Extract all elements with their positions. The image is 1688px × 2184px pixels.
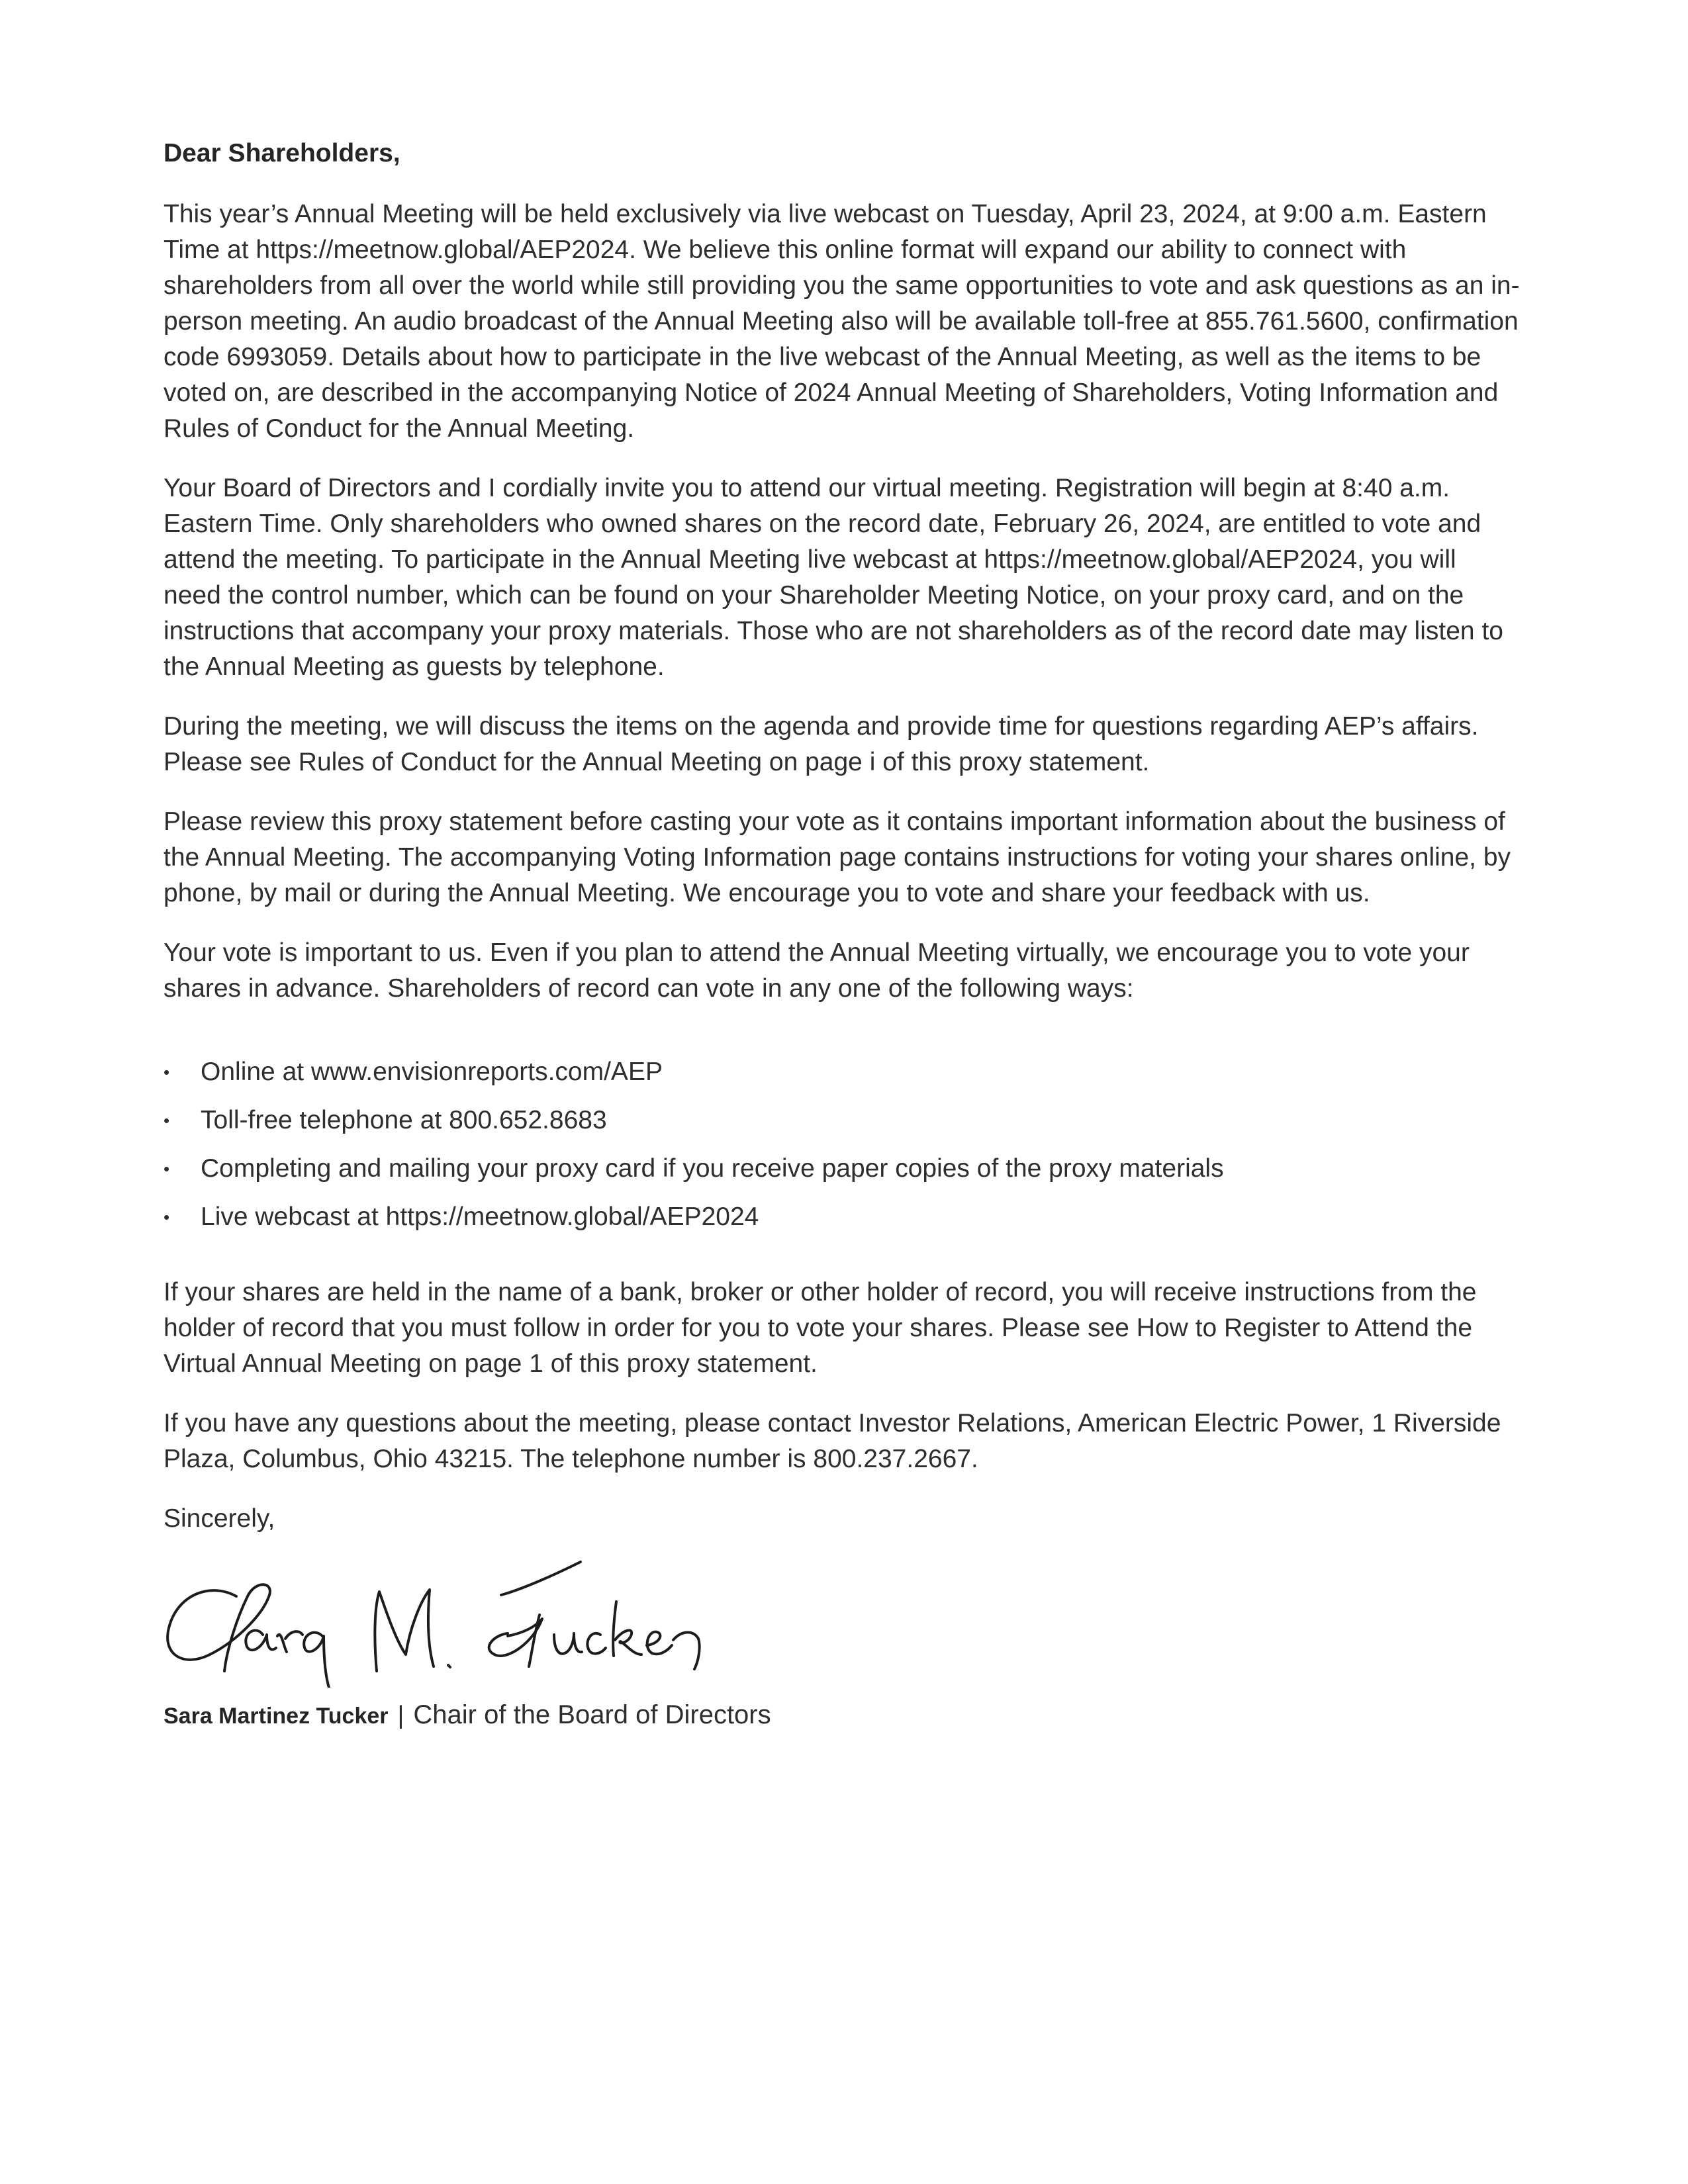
bullet-icon: • <box>164 1111 170 1130</box>
handwritten-signature <box>164 1555 706 1688</box>
signer-name: Sara Martinez Tucker <box>164 1704 389 1729</box>
voting-methods-list <box>164 1054 1521 1235</box>
salutation: Dear Shareholders, <box>164 139 400 167</box>
shareholder-letter <box>164 136 1521 1734</box>
paragraph-bank-broker: If your shares are held in the name of a bank, broker or other holder of record, you will receive instructions from the holder of record that you must follow in order for you to vote your shares. Please see How to Register to Attend the Virtual Annual Meeting on page 1 of this proxy statement. <box>164 1278 1477 1378</box>
closing: Sincerely, <box>164 1504 275 1533</box>
bullet-icon: • <box>164 1159 170 1179</box>
voting-method-webcast: Live webcast at https://meetnow.global/AEP2024 <box>201 1203 759 1231</box>
paragraph-review: Please review this proxy statement before casting your vote as it contains important information about the business of the Annual Meeting. The accompanying Voting Information page contains instructions for voting your shares online, by phone, by mail or during the Annual Meeting. We encourage you to vote and share your feedback with us. <box>164 807 1511 907</box>
paragraph-meeting-details: This year’s Annual Meeting will be held exclusively via live webcast on Tuesday, April 23, 2024, at 9:00 a.m. Eastern Time at https://meetnow.global/AEP2024. We believe this online format will expand our ability to connect with shareholders from all over the world while still providing you the same opportunities to vote and ask questions as an in-person meeting. An audio broadcast of the Annual Meeting also will be available toll-free at 855.761.5600, confirmation code 6993059. Details about how to participate in the live webcast of the Annual Meeting, as well as the items to be voted on, are described in the accompanying Notice of 2024 Annual Meeting of Shareholders, Voting Information and Rules of Conduct for the Annual Meeting. <box>164 200 1520 443</box>
caption-separator: | <box>397 1702 404 1729</box>
signer-title: Chair of the Board of Directors <box>413 1700 771 1729</box>
bullet-icon: • <box>164 1207 170 1227</box>
paragraph-vote-importance: Your vote is important to us. Even if you plan to attend the Annual Meeting virtually, we encourage you to vote your shares in advance. Shareholders of record can vote in any one of the following ways: <box>164 938 1470 1003</box>
paragraph-contact: If you have any questions about the meeting, please contact Investor Relations, American Electric Power, 1 Riverside Plaza, Columbus, Ohio 43215. The telephone number is 800.237.2667. <box>164 1409 1501 1473</box>
list-item <box>164 1103 1521 1138</box>
voting-method-online: Online at www.envisionreports.com/AEP <box>201 1058 663 1086</box>
signer-caption <box>164 1697 1521 1734</box>
voting-method-mail: Completing and mailing your proxy card if you receive paper copies of the proxy materials <box>201 1154 1224 1183</box>
list-item <box>164 1151 1521 1187</box>
paragraph-invitation: Your Board of Directors and I cordially invite you to attend our virtual meeting. Registration will begin at 8:40 a.m. Eastern Time. Only shareholders who owned shares on the record date, February 26, 2024, are entitled to vote and attend the meeting. To participate in the Annual Meeting live webcast at https://meetnow.global/AEP2024, you will need the control number, which can be found on your Shareholder Meeting Notice, on your proxy card, and on the instructions that accompany your proxy materials. Those who are not shareholders as of the record date may listen to the Annual Meeting as guests by telephone. <box>164 474 1503 681</box>
voting-method-telephone: Toll-free telephone at 800.652.8683 <box>201 1106 607 1134</box>
list-item <box>164 1054 1521 1090</box>
paragraph-agenda: During the meeting, we will discuss the items on the agenda and provide time for questions regarding AEP’s affairs. Please see Rules of Conduct for the Annual Meeting on page i of this proxy statement. <box>164 712 1479 776</box>
list-item <box>164 1199 1521 1235</box>
bullet-icon: • <box>164 1062 170 1082</box>
